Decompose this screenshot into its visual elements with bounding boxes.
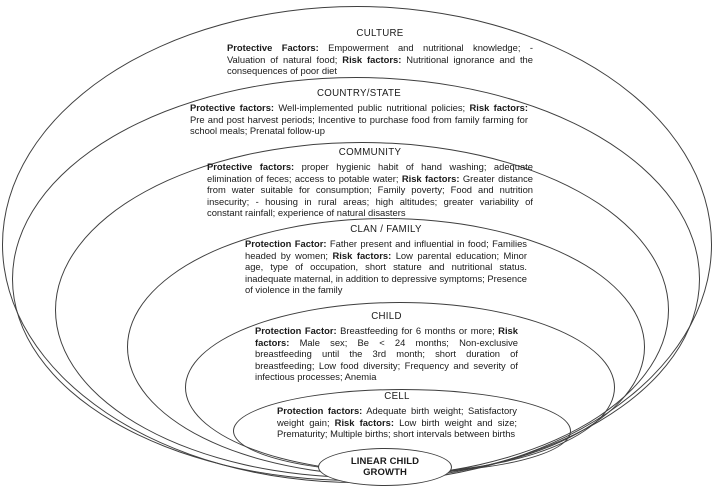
child-title: CHILD (371, 311, 402, 322)
clan-family-title: CLAN / FAMILY (350, 224, 422, 235)
community-factors-text: Protective factors: proper hygienic habit of hand washing; adequate elimination of feces; access to potable water; Risk factors: Greater distance from water suitable for consumption; Family poverty; Food and nutrition insecurity; - housing in rural areas; high altitudes; greater variability of constant rainfall; experience of natural disasters (207, 161, 533, 219)
country-state-factors-text: Protective factors: Well-implemented public nutritional policies; Risk factors: Pre and post harvest periods; Incentive to purchase food from family farming for school meals; Prenatal follow-up (190, 102, 528, 137)
community-text-block (207, 147, 533, 219)
linear-child-growth-label: LINEAR CHILD GROWTH (350, 455, 420, 478)
community-title: COMMUNITY (338, 147, 402, 158)
cell-text-block (277, 391, 517, 440)
culture-title: CULTURE (356, 28, 404, 39)
linear-child-growth-ellipse (318, 448, 452, 486)
clan-family-factors-text: Protection Factor: Father present and influential in food; Families headed by women; Risk factors: Low parental education; Minor age, type of occupation, short stature and nutritional status. inadequate maternal, in addition to depressive symptoms; Presence of violence in the family (245, 238, 527, 296)
country-state-title: COUNTRY/STATE (316, 88, 402, 99)
culture-factors-text: Protective Factors: Empowerment and nutritional knowledge; - Valuation of natural food; Risk factors: Nutritional ignorance and the consequences of poor diet (227, 42, 533, 77)
child-factors-text: Protection Factor: Breastfeeding for 6 months or more; Risk factors: Male sex; Be < 24 months; Non-exclusive breastfeeding until the 3rd month; short duration of breastfeeding; Low food diversity; Frequency and severity of infectious processes; Anemia (255, 325, 518, 383)
culture-text-block (227, 28, 533, 77)
country-state-text-block (190, 88, 528, 137)
cell-factors-text: Protection factors: Adequate birth weight; Satisfactory weight gain; Risk factors: Low birth weight and size; Prematurity; Multiple births; short intervals between births (277, 405, 518, 440)
child-text-block (255, 311, 518, 383)
clan-family-text-block (245, 224, 527, 296)
cell-title: CELL (384, 391, 410, 402)
